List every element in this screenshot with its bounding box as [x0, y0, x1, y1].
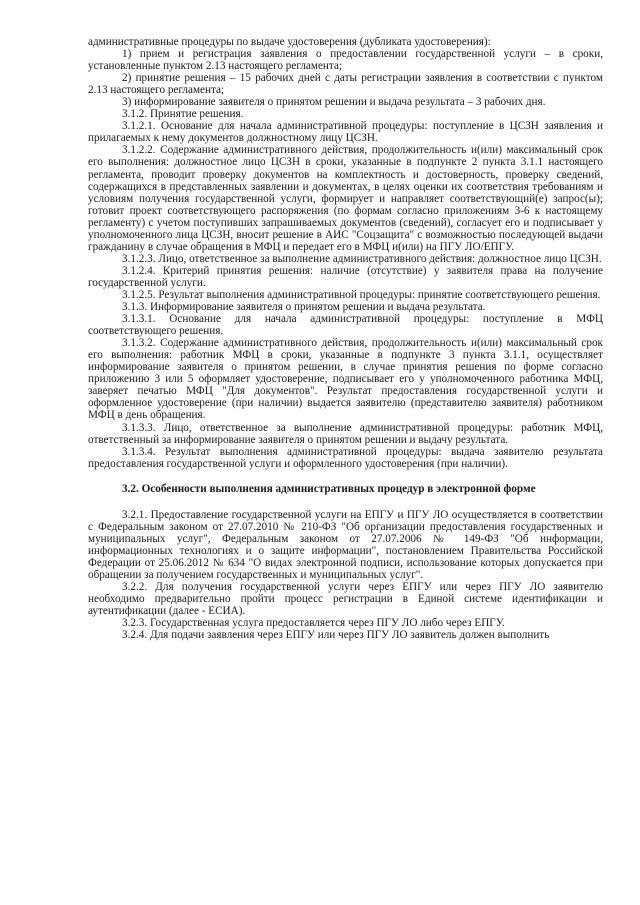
- spacer: [88, 495, 603, 509]
- paragraph-3-1-2-1: 3.1.2.1. Основание для начала административной процедуры: поступление в ЦСЗН заявления и прилагаемых к нему документов должностному лицу ЦСЗН.: [88, 120, 603, 145]
- spacer: [88, 470, 603, 483]
- paragraph-3-1-2: 3.1.2. Принятие решения.: [122, 108, 244, 121]
- paragraph-3-2-2: 3.2.2. Для получения государственной услуги через ЕПГУ или через ПГУ ЛО заявителю необходимо предварительно пройти процесс регистрации в Единой системе идентификации и аутентификации (далее - ЕСИА).: [88, 581, 603, 618]
- paragraph-3-2-1: 3.2.1. Предоставление государственной услуги на ЕПГУ и ПГУ ЛО осуществляется в соответствии с Федеральным законом от 27.07.2010 № 210-ФЗ "Об организации предоставления государственных и муниципальных услуг", Федеральным законом от 27.07.2006 № 149-ФЗ "Об информации, информационных технологиях и о защите информации", постановлением Правительства Российской Федерации от 25.06.2012 № 634 "О видах электронной подписи, использование которых допускается при обращении за получением государственных и муниципальных услуг".: [88, 508, 603, 581]
- paragraph-3-1-3-4: 3.1.3.4. Результат выполнения административной процедуры: выдача заявителю результата предоставления государственной услуги и оформленного удостоверения (при наличии).: [88, 445, 603, 470]
- paragraph-item-3: 3) информирование заявителя о принятом решении и выдача результата – 3 рабочих дня.: [122, 96, 546, 109]
- paragraph-3-1-3: 3.1.3. Информирование заявителя о принятом решении и выдача результата.: [122, 301, 486, 314]
- section-heading-3-2: 3.2. Особенности выполнения административных процедур в электронной форме: [122, 482, 536, 495]
- paragraph-3-1-2-4: 3.1.2.4. Критерий принятия решения: наличие (отсутствие) у заявителя права на получение государственной услуги.: [88, 264, 603, 289]
- paragraph-3-1-2-3: 3.1.2.3. Лицо, ответственное за выполнение административного действия: должностное лицо ЦСЗН.: [122, 252, 602, 265]
- paragraph-3-1-3-1: 3.1.3.1. Основание для начала административной процедуры: поступление в МФЦ соответствующего решения.: [88, 313, 603, 338]
- paragraph-3-2-3: 3.2.3. Государственная услуга предоставляется через ПГУ ЛО либо через ЕПГУ.: [122, 617, 505, 630]
- paragraph-3-2-4: 3.2.4. Для подачи заявления через ЕПГУ или через ПГУ ЛО заявитель должен выполнить: [122, 629, 550, 642]
- paragraph-item-1: 1) прием и регистрация заявления о предоставлении государственной услуги – в сроки, установленные пунктом 2.13 настоящего регламента;: [88, 48, 603, 73]
- document-page: [88, 36, 603, 641]
- paragraph-3-1-3-2: 3.1.3.2. Содержание административного действия, продолжительность и(или) максимальный срок его выполнения: работник МФЦ в сроки, указанные в подпункте 3 пункта 3.1.1, осуществляет информирование заявителя о принятом решении, в случае принятия решения по форме согласно приложению 3 или 5 оформляет удостоверение, подписывает его у уполномоченного работника МФЦ, заверяет печатью МФЦ "Для документов". Результат предоставления государственной услуги и оформленное удостоверение (при наличии) выдается заявителю (представителю заявителя) работником МФЦ в день обращения.: [88, 337, 603, 422]
- paragraph-3-1-3-3: 3.1.3.3. Лицо, ответственное за выполнение административной процедуры: работник МФЦ, ответственный за информирование заявителя о принятом решении и выдачу результата.: [88, 421, 603, 446]
- paragraph-3-1-2-2: 3.1.2.2. Содержание административного действия, продолжительность и(или) максимальный срок его выполнения: должностное лицо ЦСЗН в сроки, указанные в подпункте 2 пункта 3.1.1 настоящего регламента, проводит проверку документов на комплектность и достоверность, проверку сведений, содержащихся в представленных заявлении и документах, в целях оценки их соответствия требованиям и условиям получения государственной услуги, формирует и направляет соответствующий(е) запрос(ы); готовит проект соответствующего распоряжения (по формам согласно приложениям 3-6 к настоящему регламенту) с учетом поступивших запрашиваемых документов (сведений), согласует его и подписывает у уполномоченного лица ЦСЗН, вносит решение в АИС "Соцзащита" с возможностью последующей выдачи гражданину в случае обращения в МФЦ и передает его в МФЦ и(или) на ПГУ ЛО/ЕПГУ.: [88, 144, 603, 253]
- paragraph-3-1-2-5: 3.1.2.5. Результат выполнения административной процедуры: принятие соответствующего решения.: [122, 288, 601, 301]
- paragraph-item-2: 2) принятие решения – 15 рабочих дней с даты регистрации заявления в соответствии с пунктом 2.13 настоящего регламента;: [88, 72, 603, 97]
- paragraph-intro: административные процедуры по выдаче удостоверения (дубликата удостоверения):: [88, 36, 491, 48]
